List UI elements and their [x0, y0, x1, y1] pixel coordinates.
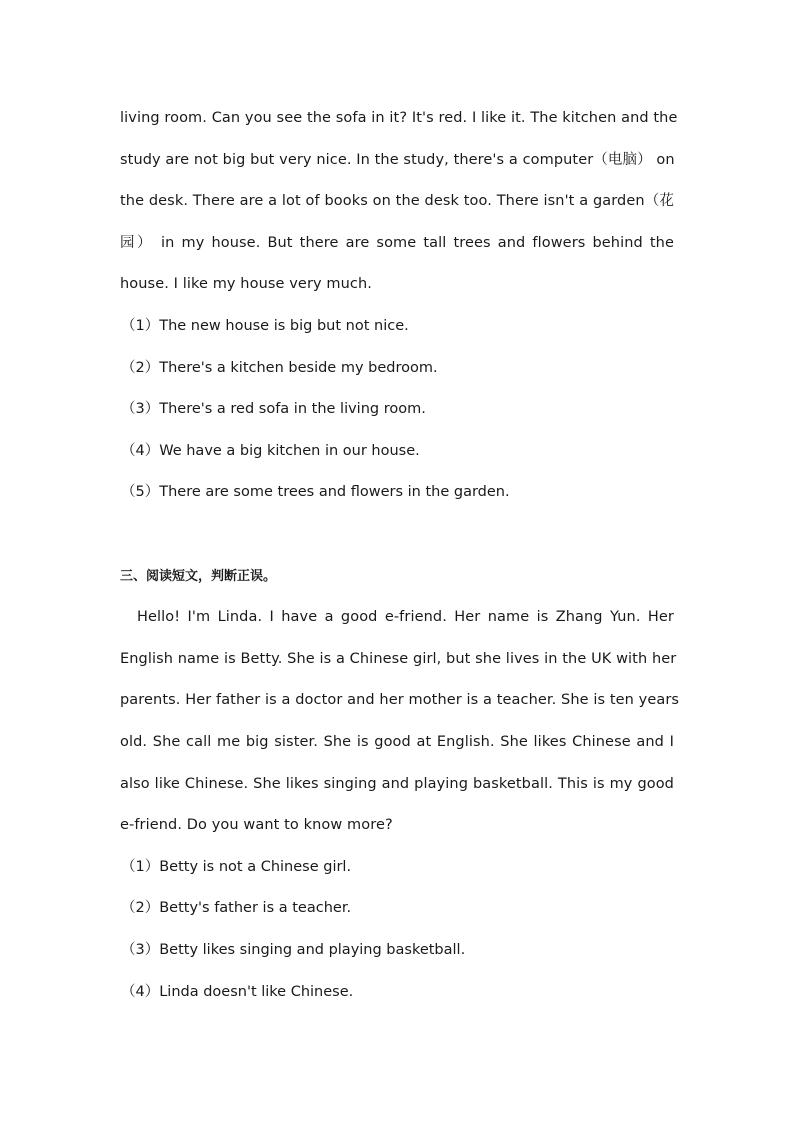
question-item: （3）Betty likes singing and playing basketball. — [121, 942, 466, 958]
passage2-line: English name is Betty. She is a Chinese girl, but she lives in the UK with her — [120, 651, 677, 667]
passage2-line: Hello! I'm Linda. I have a good e-friend. Her name is Zhang Yun. Her — [137, 609, 674, 625]
passage1-line: study are not big but very nice. In the study, there's a computer（电脑） on — [120, 152, 675, 168]
passage2-line: also like Chinese. She likes singing and playing basketball. This is my good — [120, 776, 674, 792]
passage2-line: old. She call me big sister. She is good at English. She likes Chinese and I — [120, 734, 674, 750]
passage1-line: the desk. There are a lot of books on the desk too. There isn't a garden（花 — [120, 193, 674, 209]
question-item: （2）There's a kitchen beside my bedroom. — [121, 360, 438, 376]
question-item: （1）Betty is not a Chinese girl. — [121, 859, 352, 875]
question-item: （4）We have a big kitchen in our house. — [121, 443, 420, 459]
section-heading: 三、阅读短文，判断正误。 — [120, 569, 277, 584]
passage2-line: e-friend. Do you want to know more? — [120, 817, 393, 833]
question-item: （1）The new house is big but not nice. — [121, 318, 409, 334]
passage1-line: 园） in my house. But there are some tall trees and flowers behind the — [120, 235, 674, 251]
passage1-line: house. I like my house very much. — [120, 276, 372, 292]
question-item: （2）Betty's father is a teacher. — [121, 900, 352, 916]
passage2-line: parents. Her father is a doctor and her mother is a teacher. She is ten years — [120, 692, 680, 708]
passage1-line: living room. Can you see the sofa in it? It's red. I like it. The kitchen and the — [120, 110, 678, 126]
question-item: （3）There's a red sofa in the living room. — [121, 401, 426, 417]
question-item: （4）Linda doesn't like Chinese. — [121, 984, 354, 1000]
question-item: （5）There are some trees and flowers in the garden. — [121, 484, 510, 500]
